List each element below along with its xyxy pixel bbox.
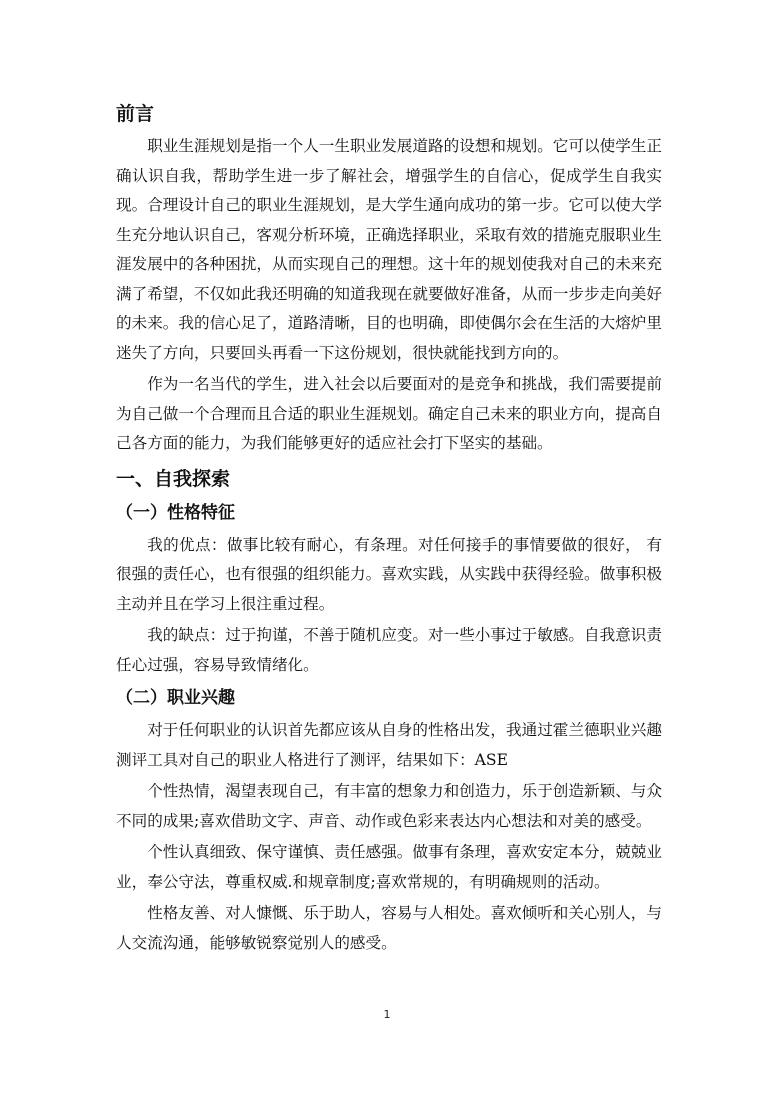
preface-paragraph-2: 作为一名当代的学生，进入社会以后要面对的是竞争和挑战，我们需要提前为自己做一个合理而且合适的职业生涯规划。确定自己未来的职业方向，提高自己各方面的能力，为我们能够更好的适应社会打下坚实的基础。 — [116, 375, 662, 452]
personality-strengths-paragraph: 我的优点：做事比较有耐心，有条理。对任何接手的事情要做的很好， 有很强的责任心，也有很强的组织能力。喜欢实践，从实践中获得经验。做事积极主动并且在学习上很注重过程。 — [116, 535, 662, 613]
career-interest-heading: （二）职业兴趣 — [116, 688, 235, 708]
self-exploration-heading: 一、自我探索 — [116, 467, 231, 490]
interest-paragraph-4: 性格友善、对人慷慨、乐于助人，容易与人相处。喜欢倾听和关心别人，与人交流沟通，能够敏锐察觉别人的感受。 — [116, 904, 662, 952]
preface-paragraph-1: 职业生涯规划是指一个人一生职业发展道路的设想和规划。它可以使学生正确认识自我，帮助学生进一步了解社会，增强学生的自信心，促成学生自我实现。合理设计自己的职业生涯规划，是大学生通向成功的第一步。它可以使大学生充分地认识自己，客观分析环境，正确选择职业，采取有效的措施克服职业生涯发展中的各种困扰，从而实现自己的理想。这十年的规划使我对自己的未来充满了希望，不仅如此我还明确的知道我现在就要做好准备，从而一步步走向美好的未来。我的信心足了，道路清晰，目的也明确，即使偶尔会在生活的大熔炉里迷失了方向，只要回头再看一下这份规划，很快就能找到方向的。 — [116, 137, 662, 362]
interest-paragraph-1: 对于任何职业的认识首先都应该从自身的性格出发，我通过霍兰德职业兴趣测评工具对自己的职业人格进行了测评，结果如下：ASE — [116, 721, 662, 769]
page-number: 1 — [383, 1008, 391, 1021]
document-body — [116, 98, 662, 960]
interest-paragraph-2: 个性热情，渴望表现自己，有丰富的想象力和创造力，乐于创造新颖、与众不同的成果;喜欢借助文字、声音、动作或色彩来表达内心想法和对美的感受。 — [116, 782, 662, 830]
preface-heading: 前言 — [116, 103, 155, 125]
personality-heading: （一）性格特征 — [116, 502, 235, 523]
personality-weaknesses-paragraph: 我的缺点：过于拘谨，不善于随机应变。对一些小事过于敏感。自我意识责任心过强，容易导致情绪化。 — [116, 626, 662, 674]
interest-paragraph-3: 个性认真细致、保守谨慎、责任感强。做事有条理，喜欢安定本分，兢兢业业，奉公守法，尊重权威.和规章制度;喜欢常规的，有明确规则的活动。 — [116, 843, 662, 891]
